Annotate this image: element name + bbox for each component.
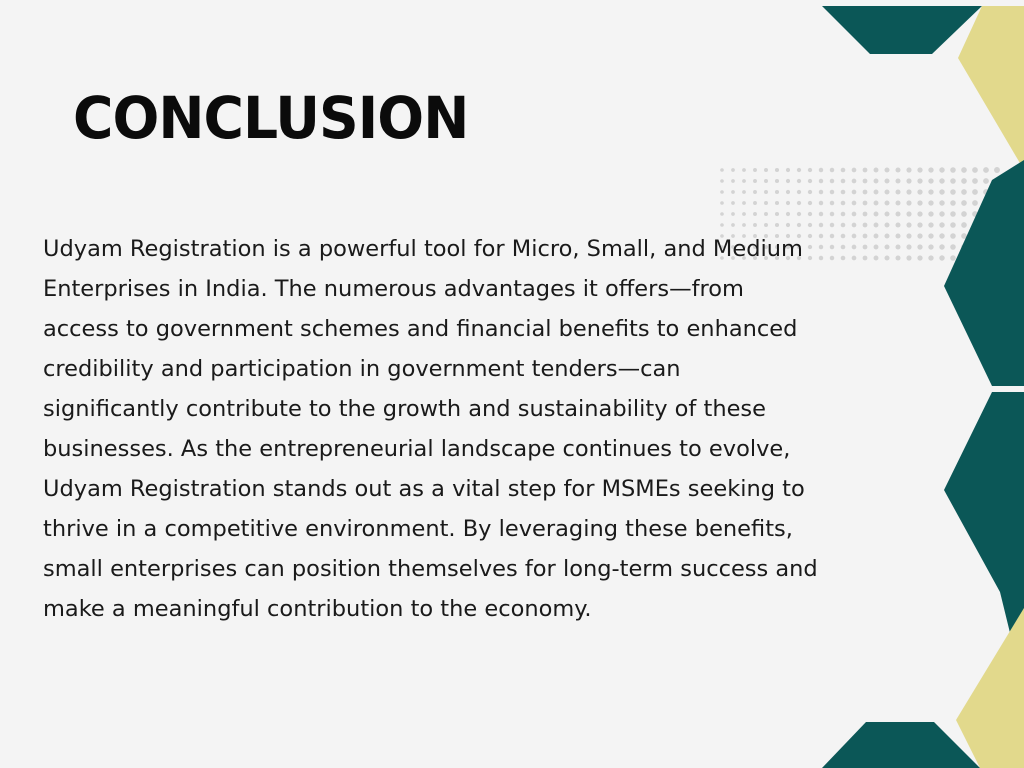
dot <box>753 201 757 205</box>
dot <box>983 178 989 184</box>
dot <box>917 211 922 216</box>
dot <box>775 223 779 227</box>
dot <box>950 255 956 261</box>
dot <box>917 222 922 227</box>
dot <box>928 167 933 172</box>
dot <box>928 200 933 205</box>
dot <box>841 190 846 195</box>
dot <box>731 212 735 216</box>
dot <box>961 200 967 206</box>
dot <box>972 178 978 184</box>
dot <box>720 179 724 183</box>
dot <box>753 212 757 216</box>
dot <box>731 201 735 205</box>
khaki-top-right-shape <box>958 6 1024 170</box>
dot <box>895 200 900 205</box>
dot <box>808 190 812 194</box>
dot <box>906 167 911 172</box>
dot <box>885 190 890 195</box>
dot <box>742 190 746 194</box>
dot <box>928 211 933 216</box>
dot <box>819 190 823 194</box>
dot <box>742 223 746 227</box>
dot <box>753 168 757 172</box>
dot <box>863 212 868 217</box>
dot <box>994 167 1000 173</box>
dot <box>895 211 900 216</box>
teal-top-trapezoid <box>822 6 982 54</box>
dot <box>950 244 956 250</box>
dot <box>863 190 868 195</box>
dot <box>775 179 779 183</box>
dot <box>928 255 933 260</box>
dot <box>742 168 746 172</box>
dot <box>895 189 900 194</box>
dot <box>830 212 835 217</box>
dot <box>786 223 790 227</box>
dot <box>917 167 922 172</box>
dot <box>819 223 823 227</box>
dot <box>764 223 768 227</box>
dot <box>819 168 823 172</box>
dot <box>906 200 911 205</box>
dot <box>928 178 933 183</box>
dot <box>786 190 790 194</box>
dot <box>950 222 956 228</box>
dot <box>939 255 944 260</box>
dot <box>906 178 911 183</box>
dot <box>972 167 978 173</box>
dot <box>830 168 835 173</box>
dot <box>863 179 868 184</box>
dot <box>742 201 746 205</box>
dot <box>928 189 933 194</box>
dot <box>885 168 890 173</box>
dot <box>742 212 746 216</box>
dot <box>731 190 735 194</box>
dot <box>950 200 956 206</box>
dot <box>906 189 911 194</box>
dot <box>841 201 846 206</box>
dot <box>819 201 823 205</box>
dot <box>753 223 757 227</box>
dot <box>764 179 768 183</box>
khaki-bottom-right-shape <box>956 608 1024 768</box>
dot <box>874 223 879 228</box>
dot <box>797 168 801 172</box>
dot <box>928 244 933 249</box>
dot <box>720 212 724 216</box>
dot <box>764 201 768 205</box>
dot <box>939 200 944 205</box>
dot <box>906 222 911 227</box>
dot <box>950 189 956 195</box>
dot <box>720 168 724 172</box>
dot <box>786 179 790 183</box>
dot <box>852 179 857 184</box>
dot <box>874 201 879 206</box>
dot <box>764 190 768 194</box>
dot <box>731 179 735 183</box>
dot <box>819 179 823 183</box>
dot <box>961 222 967 228</box>
dot <box>764 168 768 172</box>
dot <box>939 189 944 194</box>
dot <box>797 179 801 183</box>
dot <box>950 233 956 239</box>
dot <box>819 212 823 216</box>
dot <box>764 212 768 216</box>
dot <box>720 201 724 205</box>
dot <box>961 167 967 173</box>
dot <box>720 223 724 227</box>
dot <box>961 211 967 217</box>
dot <box>786 168 790 172</box>
dot <box>917 178 922 183</box>
dot <box>939 178 944 183</box>
dot <box>917 189 922 194</box>
dot <box>731 223 735 227</box>
dot <box>808 201 812 205</box>
dot <box>874 190 879 195</box>
dot <box>874 179 879 184</box>
dot <box>972 200 978 206</box>
dot <box>808 212 812 216</box>
dot <box>786 201 790 205</box>
teal-bottom-trapezoid <box>822 722 980 768</box>
dot <box>775 212 779 216</box>
dot <box>852 201 857 206</box>
dot <box>895 167 900 172</box>
dot <box>786 212 790 216</box>
slide-title: CONCLUSION <box>73 84 469 152</box>
dot <box>830 190 835 195</box>
dot <box>906 211 911 216</box>
dot <box>895 222 900 227</box>
dot <box>841 212 846 217</box>
dot <box>863 223 868 228</box>
dot <box>742 179 746 183</box>
dot <box>895 178 900 183</box>
dot <box>775 201 779 205</box>
dot <box>808 223 812 227</box>
dot <box>720 190 724 194</box>
dot <box>874 168 879 173</box>
dot <box>939 233 944 238</box>
dot <box>928 233 933 238</box>
dot <box>939 211 944 216</box>
dot <box>852 223 857 228</box>
dot <box>961 189 967 195</box>
dot <box>852 168 857 173</box>
dot <box>841 168 846 173</box>
dot <box>753 179 757 183</box>
dot <box>797 212 801 216</box>
dot <box>950 178 956 184</box>
dot <box>928 222 933 227</box>
dot <box>830 179 835 184</box>
dot <box>885 179 890 184</box>
dot <box>775 168 779 172</box>
dot <box>753 190 757 194</box>
dot <box>852 190 857 195</box>
dot <box>852 212 857 217</box>
dot <box>863 168 868 173</box>
dot <box>939 222 944 227</box>
dot <box>830 201 835 206</box>
dot <box>885 201 890 206</box>
dot <box>885 223 890 228</box>
dot <box>983 167 989 173</box>
dot <box>797 201 801 205</box>
dot <box>731 168 735 172</box>
conclusion-paragraph: Udyam Registration is a powerful tool for Micro, Small, and Medium Enterprises in India. The numerous advantages it offers—from access to government schemes and financial benefits to enhanced credibility and participation in government tenders—can significantly contribute to the growth and sustainability of these businesses. As the entrepreneurial landscape continues to evolve, Udyam Registration stands out as a vital step for MSMEs seeking to thrive in a competitive environment. By leveraging these benefits, small enterprises can position themselves for long-term success and make a meaningful contribution to the economy. <box>43 236 818 622</box>
dot <box>863 201 868 206</box>
dot <box>917 200 922 205</box>
dot <box>797 190 801 194</box>
dot <box>841 223 846 228</box>
dot <box>961 178 967 184</box>
dot <box>830 223 835 228</box>
dot <box>841 179 846 184</box>
dot <box>972 189 978 195</box>
dot <box>939 244 944 249</box>
dot <box>939 167 944 172</box>
dot <box>874 212 879 217</box>
dot <box>808 168 812 172</box>
dot <box>885 212 890 217</box>
dot <box>797 223 801 227</box>
dot <box>950 211 956 217</box>
dot <box>950 167 956 173</box>
dot <box>808 179 812 183</box>
dot <box>775 190 779 194</box>
